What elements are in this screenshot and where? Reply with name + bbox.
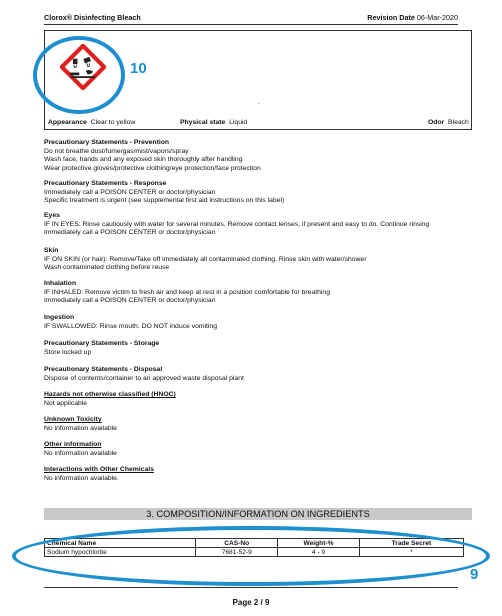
section-title: Skin <box>44 247 59 254</box>
annotation-number-top: 10 <box>130 60 147 77</box>
section-title: Inhalation <box>44 280 77 287</box>
footer-divider <box>44 587 458 588</box>
annotation-number-bottom: 9 <box>470 566 479 583</box>
section-interactions <box>44 466 474 483</box>
section-line: IF SWALLOWED: Rinse mouth. DO NOT induce vomiting <box>44 322 217 330</box>
appearance-value: Clear to yellow <box>90 119 136 126</box>
section-other-information <box>44 441 474 458</box>
section-line: No information available <box>44 449 117 457</box>
section-title: Precautionary Statements - Prevention <box>44 139 170 146</box>
revision-value: 06-Mar-2020 <box>416 13 458 22</box>
section-line: IF ON SKIN (or hair): Remove/Take off immediately all contaminated clothing. Rinse skin with water/shower <box>44 255 367 263</box>
cell-chemical-name: Sodium hypochlorite <box>45 548 196 557</box>
odor-value: Bleach <box>448 119 469 126</box>
section-line: Immediately call a POISON CENTER or doctor/physician <box>44 188 216 196</box>
section-hnoc <box>44 391 474 408</box>
section-line: Store locked up <box>44 348 92 356</box>
section-line: Do not breathe dust/fume/gas/mist/vapors/spray <box>44 147 189 155</box>
section-line: Immediately call a POISON CENTER or doctor/physician <box>44 229 216 237</box>
col-chemical-name: Chemical Name <box>45 539 196 548</box>
section-title: Precautionary Statements - Disposal <box>44 366 163 373</box>
section-title: Interactions with Other Chemicals <box>44 466 154 473</box>
section-title: Precautionary Statements - Storage <box>44 340 160 347</box>
physical-state-row <box>180 119 247 126</box>
cell-cas-no: 7681-52-9 <box>196 548 278 557</box>
section-line: Wear protective gloves/protective clothing/eye protection/face protection <box>44 164 261 172</box>
section-line: Dispose of contents/container to an approved waste disposal plant <box>44 374 244 382</box>
section-line: Wash face, hands and any exposed skin thoroughly after handling <box>44 156 243 164</box>
physical-state-label: Physical state <box>180 119 226 126</box>
section-title: Other information <box>44 441 102 448</box>
appearance-row <box>48 119 135 126</box>
section-ingestion <box>44 314 474 331</box>
section-line: No information available. <box>44 474 119 482</box>
section-storage <box>44 340 474 357</box>
odor-label: Odor <box>428 119 445 126</box>
section-unknown-toxicity <box>44 416 474 433</box>
appearance-label: Appearance <box>48 119 87 126</box>
col-cas-no: CAS-No <box>196 539 278 548</box>
section-line: IF IN EYES: Rinse cautiously with water for several minutes. Remove contact lenses, if present and easy to do. Continue rinsing <box>44 220 430 228</box>
section-line: Wash contaminated clothing before reuse <box>44 264 170 272</box>
revision-date <box>367 13 458 22</box>
col-weight: Weight-% <box>278 539 360 548</box>
annotation-ellipse-bottom <box>12 526 490 586</box>
section-line: No information available <box>44 424 117 432</box>
section-inhalation <box>44 280 474 306</box>
section-skin <box>44 247 474 273</box>
section-response <box>44 180 474 206</box>
section-line: Specific treatment is urgent (see supplemental first aid instructions on this label) <box>44 197 285 205</box>
section-disposal <box>44 366 474 383</box>
odor-row <box>428 119 469 126</box>
product-name: Clorox® Disinfecting Bleach <box>44 13 141 22</box>
section-line: IF INHALED: Remove victim to fresh air and keep at rest in a position comfortable for breathing <box>44 288 330 296</box>
cell-trade-secret: * <box>359 548 463 557</box>
composition-heading: 3. COMPOSITION/INFORMATION ON INGREDIENTS <box>44 508 472 520</box>
section-line: Not applicable <box>44 399 88 407</box>
stray-mark: . <box>258 100 260 106</box>
section-title: Unknown Toxicity <box>44 416 102 423</box>
section-prevention <box>44 139 474 173</box>
section-line: Immediately call a POISON CENTER or doctor/physician <box>44 297 216 305</box>
header-divider <box>44 24 458 25</box>
physical-state-value: Liquid <box>229 119 248 126</box>
page-number: Page 2 / 9 <box>232 598 270 607</box>
col-trade-secret: Trade Secret <box>359 539 463 548</box>
section-title: Precautionary Statements - Response <box>44 180 167 187</box>
section-eyes <box>44 212 474 238</box>
section-title: Eyes <box>44 212 60 219</box>
revision-label: Revision Date <box>367 13 415 22</box>
cell-weight: 4 - 9 <box>278 548 360 557</box>
annotation-circle-top <box>33 36 125 114</box>
section-title: Hazards not otherwise classified (HNOC) <box>44 391 176 398</box>
section-title: Ingestion <box>44 314 75 321</box>
